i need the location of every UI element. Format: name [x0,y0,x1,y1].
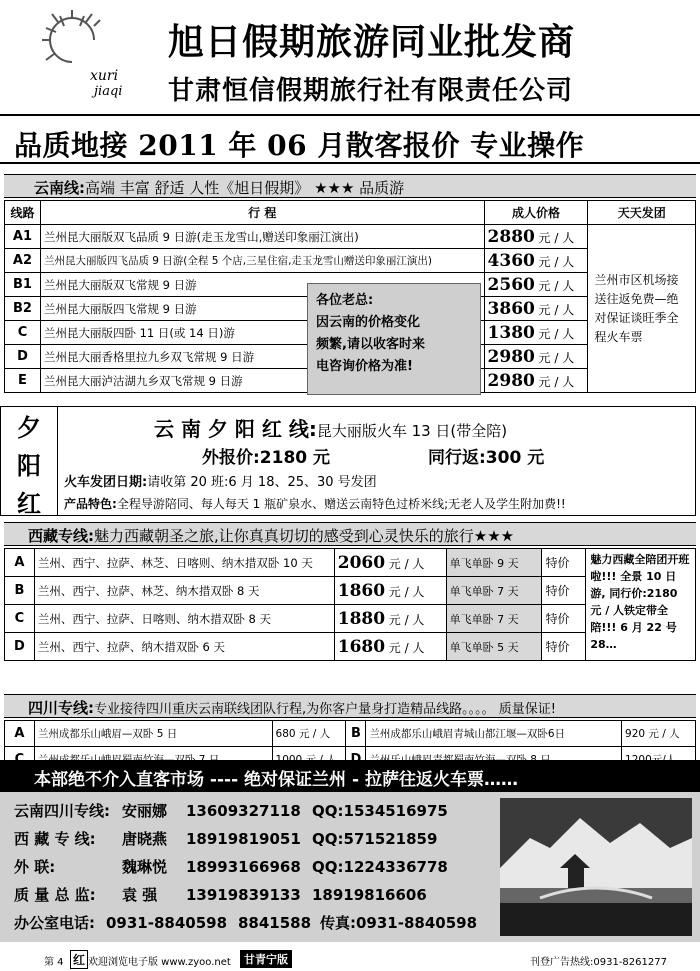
route-desc: 兰州、西宁、拉萨、纳木措双卧 6 天 [34,633,334,661]
dayang-depart-row [64,471,377,490]
route-price: 2980 [487,370,535,391]
contact-qq: 传真:0931-8840598 [320,914,478,932]
price-unit: 元 / 人 [388,612,425,627]
table-header-row [5,201,696,225]
logo-text-xuri: xuri [90,68,119,84]
dayang-depart-label: 火车发团日期: [64,475,148,490]
route-price: 1680 [337,636,386,657]
dayang-feature-label: 产品特色: [64,497,117,511]
logo-text-jiaqi: jiaqi [94,84,123,99]
price-unit: 元 / 人 [388,556,425,571]
route-desc: 兰州昆大丽泸沽湖九乡双飞常规 9 日游 [40,369,484,393]
sichuan-section-bar [4,694,696,718]
dayang-ext-price: 外报价:2180 元 [202,448,331,468]
alt-option: 单飞单卧 7 天 [446,605,542,633]
route-price: 3860 [487,298,535,319]
header-route: 行 程 [40,201,484,225]
contact-phone: 8841588 [238,914,312,932]
route-desc: 兰州成都乐山峨眉青城山都江堰—双卧6日 [366,721,622,747]
contact-qq: QQ:1534516975 [312,802,448,820]
contact-label: 外 联: [14,858,56,876]
special-tag: 特价 [542,605,586,633]
special-tag: 特价 [542,577,586,605]
sichuan-section-desc: 专业接待四川重庆云南联线团队行程,为你客户量身打造精品线路。。。。 质量保证! [94,702,556,717]
route-code: D [5,345,41,369]
route-desc: 兰州昆大丽版四飞品质 9 日游(全程 5 个店,三星住宿,走玉龙雪山赠送印象丽江演出) [40,249,484,273]
route-price: 680 元 / 人 [272,721,346,747]
route-code: A1 [5,225,41,249]
dayang-title: 云 南 夕 阳 红 线: [154,417,317,441]
route-desc: 兰州昆大丽版双飞常规 9 日游 [40,273,484,297]
price-unit: 元 / 人 [538,326,575,341]
tibet-section-bar [4,522,696,546]
route-desc: 兰州昆大丽香格里拉九乡双飞常规 9 日游 [40,345,484,369]
price-unit: 元 / 人 [388,584,425,599]
notice-line: 频繁,请以收客时来 [316,337,425,352]
alt-option: 单飞单卧 9 天 [446,549,542,577]
route-price: 4360 [487,250,535,271]
route-code: D [5,633,35,661]
contact-phone: 18919819051 [186,830,301,848]
route-desc: 兰州昆大丽版四飞常规 9 日游 [40,297,484,321]
notice-line: 各位老总: [316,293,374,308]
side-char: 阳 [17,452,41,480]
dayang-peer-price: 同行返:300 元 [428,448,545,468]
route-desc: 兰州成都乐山峨眉—双卧 5 日 [34,721,272,747]
route-code: B [346,721,366,747]
route-code: A2 [5,249,41,273]
header-price: 成人价格 [484,201,588,225]
yunnan-section-label: 云南线: [34,179,85,197]
route-price: 2060 [337,552,386,573]
dayang-content [58,406,696,516]
dayang-title-desc: 昆大丽版火车 13 日(带全陪) [316,422,508,440]
side-char: 红 [17,490,41,518]
page-mark: 红 [70,950,88,969]
banner-headline: 品质地接 2011 年 06 月散客报价 专业操作 [14,129,585,162]
route-price: 2560 [487,274,535,295]
table-row [5,721,696,747]
table-row [5,549,696,577]
contact-row [14,828,437,849]
notice-line: 电咨询价格为准! [316,359,413,374]
route-code: A [5,721,35,747]
tibet-section-label: 西藏专线: [28,527,94,545]
dayang-title-row [154,413,507,442]
contact-row [14,912,477,933]
edition-tag: 甘青宁版 [240,950,292,968]
price-unit: 元 / 人 [538,374,575,389]
price-unit: 元 / 人 [538,350,575,365]
route-code: E [5,369,41,393]
route-desc: 兰州、西宁、拉萨、林芝、日喀则、纳木措双卧 10 天 [34,549,334,577]
price-unit: 元 / 人 [538,254,575,269]
special-tag: 特价 [542,633,586,661]
table-row [5,225,696,249]
sichuan-section-label: 四川专线: [28,699,94,717]
contact-phone: 18993166968 [186,858,301,876]
dayang-feature-text: 全程导游陪同、每人每天 1 瓶矿泉水、赠送云南特色过桥米线;无老人及学生附加费!! [116,497,566,511]
route-code: C [5,605,35,633]
slogan-bar: 本部绝不介入直客市场 ---- 绝对保证兰州 - 拉萨往返火车票…… [0,760,700,792]
route-code: C [5,321,41,345]
contact-row [14,884,427,905]
contact-row [14,800,448,821]
route-price: 1880 [337,608,386,629]
contact-label: 办公室电话: [14,914,95,932]
dayang-side-label [0,406,58,516]
price-unit: 元 / 人 [388,640,425,655]
dayang-feature-row [64,495,566,512]
contact-name: 安丽娜 [122,802,168,820]
route-code: A [5,549,35,577]
company-title: 旭日假期旅游同业批发商 [168,22,576,63]
contact-row [14,856,448,877]
site-text: 欢迎浏览电子版 www.zyoo.net [88,957,231,968]
route-price: 1860 [337,580,386,601]
contact-label: 云南四川专线: [14,802,110,820]
header-code: 线路 [5,201,41,225]
route-code: B2 [5,297,41,321]
special-tag: 特价 [542,549,586,577]
price-notice-box [307,283,481,395]
contact-label: 西 藏 专 线: [14,830,96,848]
yunnan-section-bar [4,174,696,198]
route-price: 1380 [487,322,535,343]
contact-name: 0931-8840598 [106,914,228,932]
dayang-depart-text: 请收第 20 班:6 月 18、25、30 号发团 [147,475,377,490]
route-price: 920 元 / 人 [622,721,696,747]
contact-qq: 18919816606 [312,886,427,904]
tibet-side-note: 魅力西藏全陪团开班啦!!! 全景 10 日游, 同行价:2180 元 / 人铁定带全陪!!! 6 月 22 号 28… [586,549,696,661]
page-header [0,0,700,116]
contact-phone: 13919839133 [186,886,301,904]
scenic-photo [500,798,692,936]
yunnan-section-desc: 高端 丰富 舒适 人性《旭日假期》 ★★★ 品质游 [85,179,405,197]
route-code: B [5,577,35,605]
depart-note: 兰州市区机场接送往返免费—绝对保证谈旺季全程火车票 [588,225,696,393]
contact-name: 唐晓燕 [122,830,168,848]
route-desc: 兰州昆大丽版双飞品质 9 日游(走玉龙雪山,赠送印象丽江演出) [40,225,484,249]
notice-line: 因云南的价格变化 [316,315,421,330]
route-code: B1 [5,273,41,297]
contact-name: 袁 强 [122,886,158,904]
contact-name: 魏琳悦 [122,858,168,876]
company-logo [28,6,148,106]
contact-qq: QQ:1224336778 [312,858,448,876]
price-unit: 元 / 人 [538,278,575,293]
route-price: 2880 [487,226,535,247]
price-unit: 元 / 人 [538,230,575,245]
route-desc: 兰州昆大丽版四卧 11 日(或 14 日)游 [40,321,484,345]
contact-qq: QQ:571521859 [312,830,438,848]
route-desc: 兰州、西宁、拉萨、林芝、纳木措双卧 8 天 [34,577,334,605]
alt-option: 单飞单卧 5 天 [446,633,542,661]
page-number: 第 4 [44,957,64,968]
page-footer [0,944,700,971]
ad-hotline: 刊登广告热线:0931-8261277 [530,957,667,968]
company-subtitle: 甘肃恒信假期旅行社有限责任公司 [168,76,574,106]
header-depart: 天天发团 [588,201,696,225]
sun-logo-icon [42,10,102,70]
route-price: 2980 [487,346,535,367]
route-desc: 兰州、西宁、拉萨、日喀则、纳木措双卧 8 天 [34,605,334,633]
tibet-section-desc: 魅力西藏朝圣之旅,让你真真切切的感受到心灵快乐的旅行★★★ [94,527,515,545]
tibet-price-table [4,548,696,661]
contact-phone: 13609327118 [186,802,301,820]
contact-label: 质 量 总 监: [14,886,96,904]
side-char: 夕 [17,414,41,442]
price-unit: 元 / 人 [538,302,575,317]
alt-option: 单飞单卧 7 天 [446,577,542,605]
